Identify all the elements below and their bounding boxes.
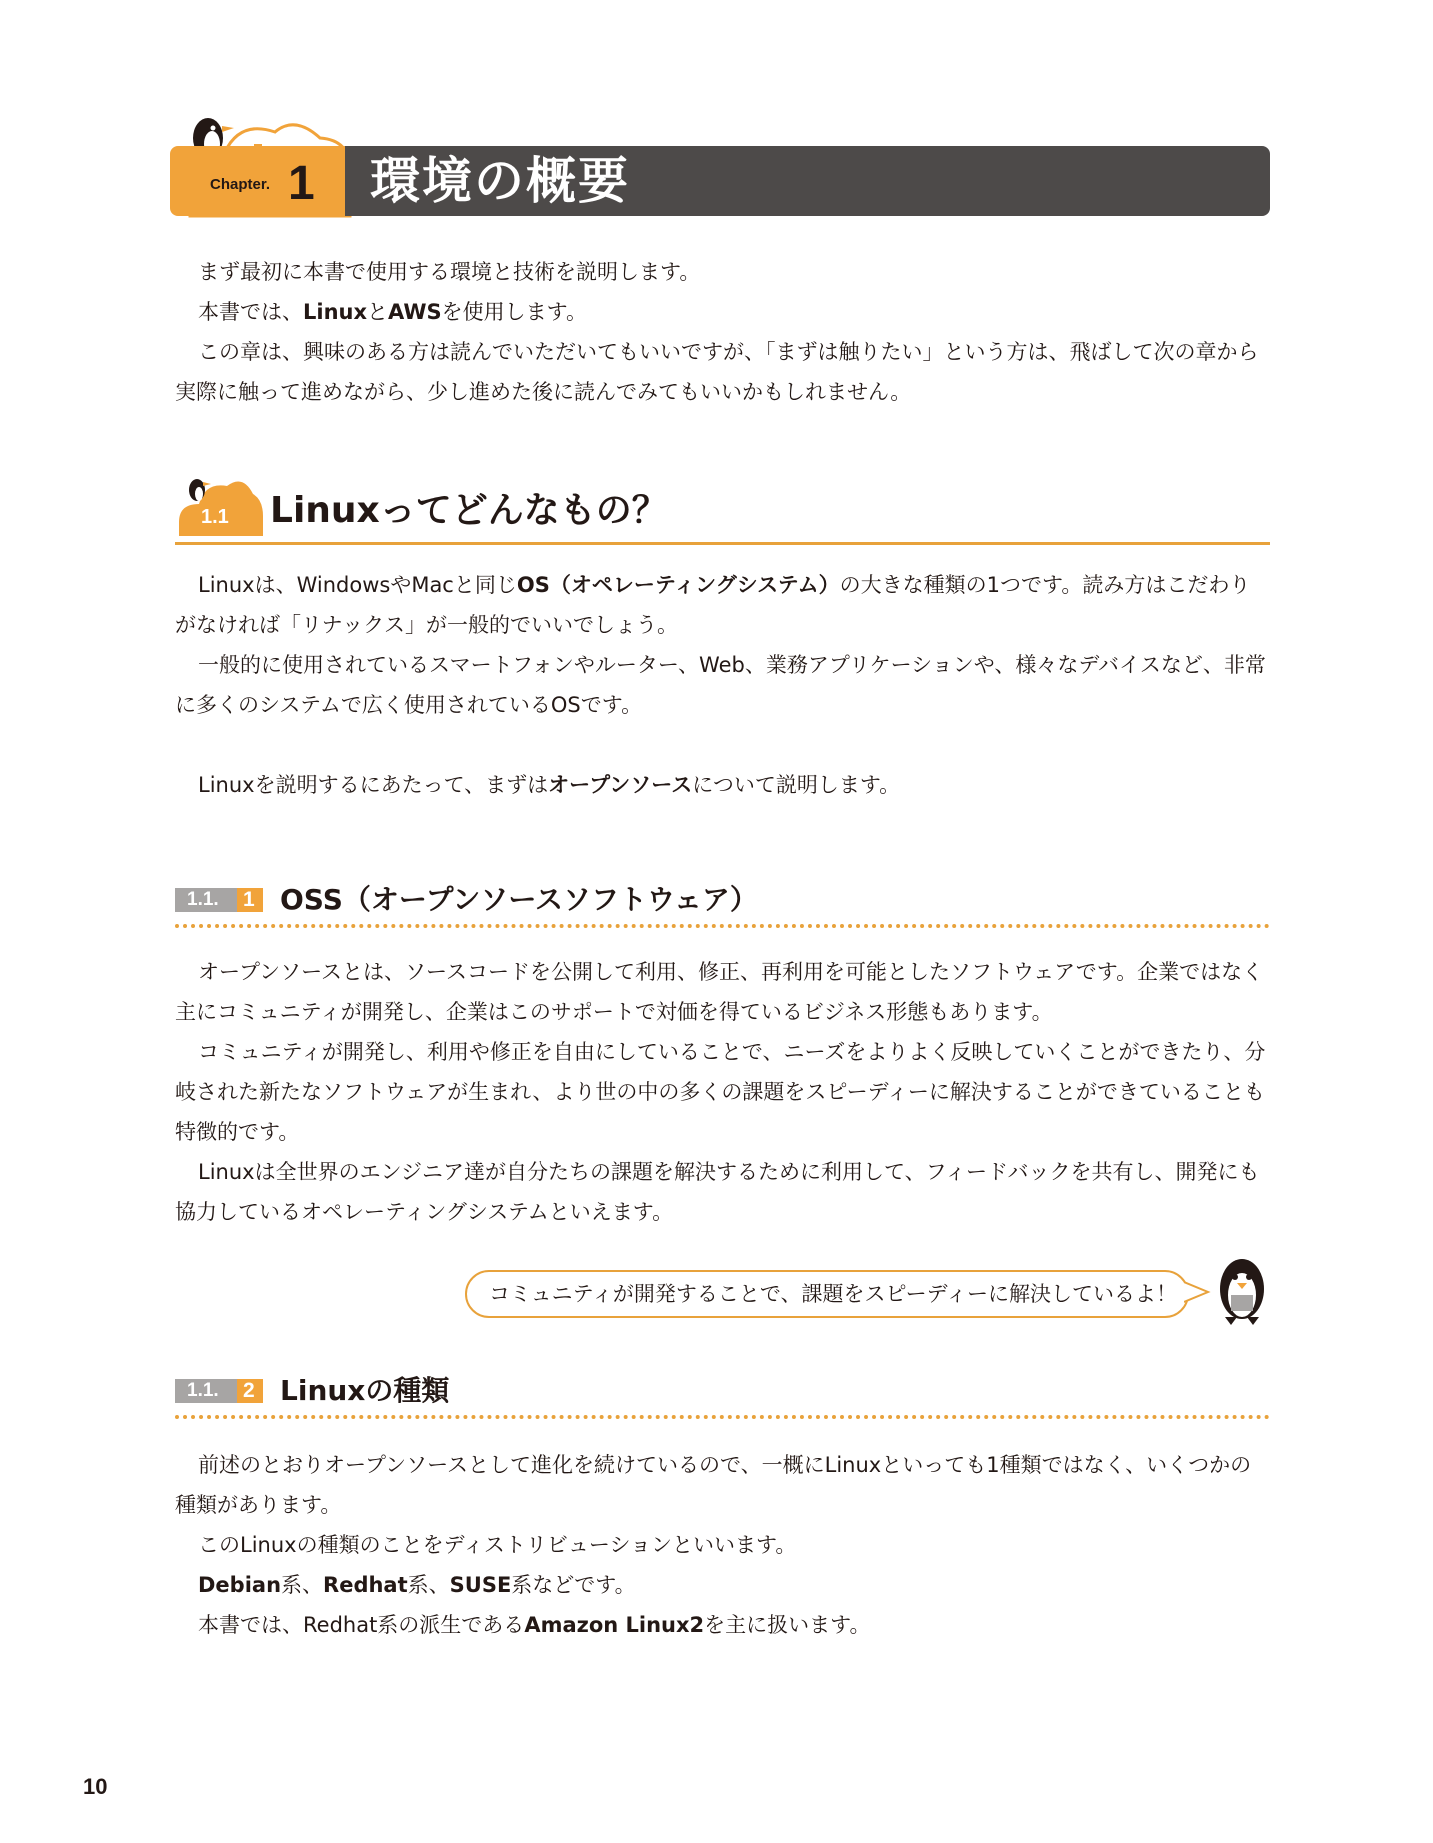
subsection-number: 2 — [243, 1379, 255, 1402]
subsection-heading-1-1-2 — [175, 1365, 1270, 1415]
chapter-number: 1 — [288, 157, 315, 210]
speech-bubble-text: コミュニティが開発することで、課題をスピーディーに解決しているよ！ — [489, 1282, 1177, 1306]
subsection-prefix: 1.1. — [187, 1380, 219, 1401]
intro-line-1: まず最初に本書で使用する環境と技術を説明します。 — [198, 260, 701, 284]
subsection-2-p1: 前述のとおりオープンソースとして進化を続けているので、一概にLinuxといっても1種類ではなく、いくつかの種類があります。 — [175, 1453, 1252, 1517]
subsection-2-p2: このLinuxの種類のことをディストリビューションといいます。 — [198, 1533, 797, 1557]
intro-line-2: 本書では、LinuxとAWSを使用します。 — [198, 300, 587, 324]
subsection-2-p3: Debian系、Redhat系、SUSE系などです。 — [198, 1573, 636, 1597]
subsection-1-p3: Linuxは全世界のエンジニア達が自分たちの課題を解決するために利用して、フィードバックを共有し、開発にも協力しているオペレーティングシステムといえます。 — [175, 1160, 1260, 1224]
subsection-2-p4: 本書では、Redhat系の派生であるAmazon Linux2を主に扱います。 — [198, 1613, 871, 1637]
speech-bubble-tail-icon — [1184, 1280, 1214, 1304]
subsection-1-p2: コミュニティが開発し、利用や修正を自由にしていることで、ニーズをよりよく反映していくことができたり、分岐された新たなソフトウェアが生まれ、より世の中の多くの課題をスピーディーに解決することができていることも特徴的です。 — [175, 1040, 1266, 1144]
section-1-1-p3: Linuxを説明するにあたって、まずはオープンソースについて説明します。 — [198, 773, 901, 797]
section-1-1-p1: Linuxは、WindowsやMacと同じOS（オペレーティングシステム）の大きな種類の1つです。読み方はこだわりがなければ「リナックス」が一般的でいいでしょう。 — [175, 573, 1251, 637]
page-number: 10 — [83, 1774, 108, 1799]
subsection-dotted-rule — [175, 1415, 1270, 1419]
subsection-title: Linuxの種類 — [280, 1374, 450, 1407]
intro-paragraphs — [175, 252, 1270, 412]
chapter-label: Chapter. — [210, 176, 271, 193]
section-1-1-body — [175, 565, 1270, 805]
section-1-1-p2: 一般的に使用されているスマートフォンやルーター、Web、業務アプリケーションや、様々なデバイスなど、非常に多くのシステムで広く使用されているOSです。 — [175, 653, 1266, 717]
intro-line-3: この章は、興味のある方は読んでいただいてもいいですが、「まずは触りたい」という方は、飛ばして次の章から実際に触って進めながら、少し進めた後に読んでみてもいいかもしれません。 — [175, 340, 1259, 404]
subsection-dotted-rule — [175, 924, 1270, 928]
subsection-number: 1 — [243, 888, 255, 911]
subsection-prefix: 1.1. — [187, 889, 219, 910]
section-cloud-icon — [175, 470, 265, 540]
subsection-heading-1-1-1 — [175, 874, 1270, 924]
subsection-2-body — [175, 1445, 1270, 1645]
section-title: Linuxってどんなもの？ — [270, 490, 668, 531]
section-rule — [175, 542, 1270, 545]
section-number: 1.1 — [201, 506, 229, 528]
section-heading-1-1 — [175, 470, 1270, 546]
subsection-1-body — [175, 952, 1270, 1232]
penguin-reading-icon — [1215, 1255, 1270, 1327]
chapter-title: 環境の概要 — [370, 152, 630, 210]
subsection-title: OSS（オープンソースソフトウェア） — [280, 883, 758, 916]
subsection-1-p1: オープンソースとは、ソースコードを公開して利用、修正、再利用を可能としたソフトウェアです。企業ではなく主にコミュニティが開発し、企業はこのサポートで対価を得ているビジネス形態もあります。 — [175, 960, 1264, 1024]
speech-bubble — [465, 1270, 1189, 1318]
chapter-banner — [170, 110, 1270, 220]
